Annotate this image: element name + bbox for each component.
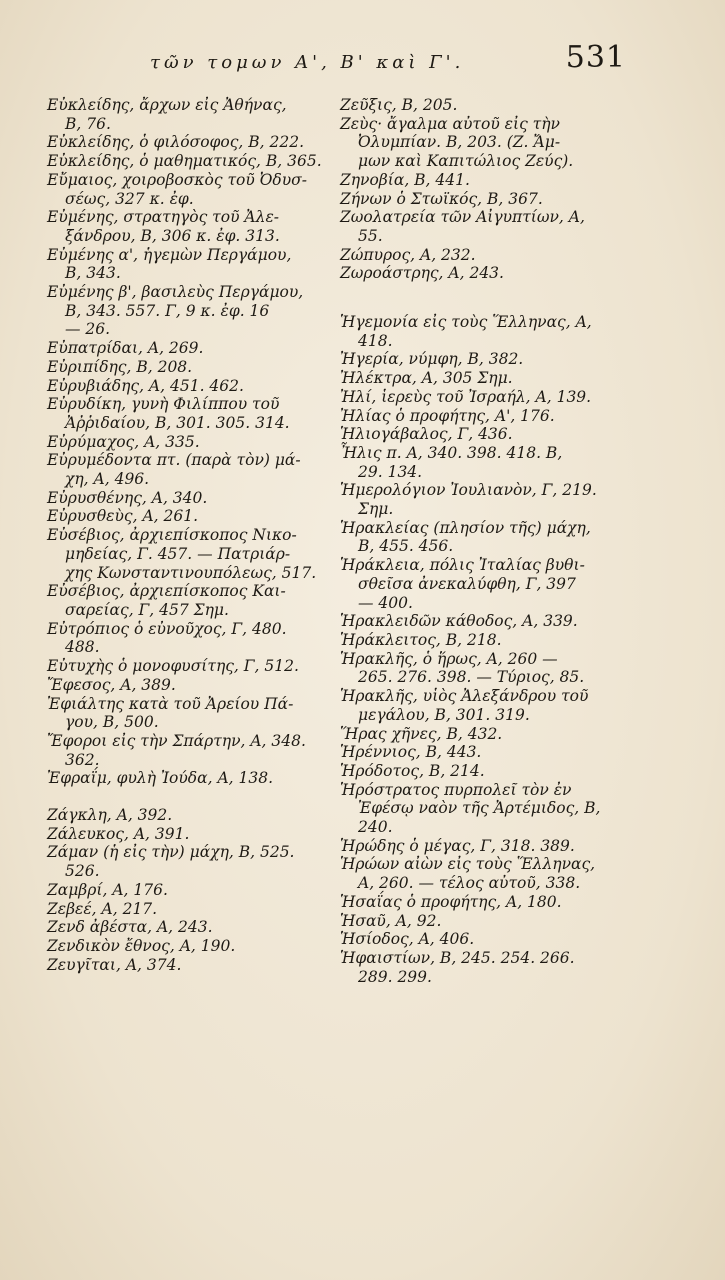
index-entry xyxy=(47,152,337,171)
index-entry-headword-line: Ζάλευκος, Α, 391. xyxy=(47,824,190,843)
index-entry xyxy=(340,762,630,781)
index-entry-continuation-line: γου, Β, 500. xyxy=(65,713,159,732)
section-gap xyxy=(340,283,630,313)
index-entry-headword-line: Ζωροάστρης, Α, 243. xyxy=(340,264,504,283)
index-entry-headword-line: Ἔφοροι εἰς τὴν Σπάρτην, Α, 348. xyxy=(47,731,306,750)
index-entry-headword-line: Ζεβεέ, Α, 217. xyxy=(47,899,158,918)
index-entry-headword-line: Εὐμένης α', ἡγεμὼν Περγάμου, xyxy=(47,245,292,264)
index-entry xyxy=(47,246,337,283)
index-entry xyxy=(47,395,337,432)
index-entry-headword-line: Ἡρόστρατος πυρπολεῖ τὸν ἐν xyxy=(340,780,572,799)
index-entry-headword-line: Ἐφραΐμ, φυλὴ Ἰούδα, Α, 138. xyxy=(47,769,274,788)
index-entry-headword-line: Εὐρύμαχος, Α, 335. xyxy=(47,432,200,451)
index-entry-headword-line: Ἠλί, ἱερεὺς τοῦ Ἰσραήλ, Α, 139. xyxy=(340,387,592,406)
index-entry-headword-line: Ἡράκλεια, πόλις Ἰταλίας βυθι- xyxy=(340,556,585,575)
index-entry-continuation-line: σέως, 327 κ. ἐφ. xyxy=(65,189,194,208)
index-entry xyxy=(340,519,630,556)
index-entry-headword-line: Εὐπατρίδαι, Α, 269. xyxy=(47,339,204,358)
index-entry xyxy=(47,339,337,358)
index-entry-headword-line: Ἠγερία, νύμφη, Β, 382. xyxy=(340,350,524,369)
index-entry xyxy=(340,96,630,115)
index-entry xyxy=(47,283,337,339)
index-entry-continuation-line: Ἀῤῥιδαίου, Β, 301. 305. 314. xyxy=(65,413,290,432)
index-entry xyxy=(47,732,337,769)
running-head: τῶν τομων Α', Β' καὶ Γ'. xyxy=(150,52,465,73)
index-entry-headword-line: Ζάμαν (ἡ εἰς τὴν) μάχη, Β, 525. xyxy=(47,843,295,862)
index-entry-headword-line: Ἡρακλῆς, ὁ ἥρως, Α, 260 — xyxy=(340,649,558,668)
index-entry xyxy=(47,676,337,695)
index-entry xyxy=(340,949,630,986)
page-header xyxy=(150,40,630,80)
index-entry xyxy=(340,407,630,426)
index-entry-headword-line: Εὐκλείδης, ὁ μαθηματικός, Β, 365. xyxy=(47,152,322,171)
index-entry xyxy=(340,425,630,444)
index-entry-continuation-line: Α, 260. — τέλος αὐτοῦ, 338. xyxy=(358,874,581,893)
index-entry-continuation-line: — 400. xyxy=(358,593,413,612)
index-entry-continuation-line: 418. xyxy=(358,331,393,350)
index-entry xyxy=(47,96,337,133)
index-entry xyxy=(47,489,337,508)
index-entry-continuation-line: 265. 276. 398. — Τύριος, 85. xyxy=(358,668,585,687)
index-entry-headword-line: Ἡρώδης ὁ μέγας, Γ, 318. 389. xyxy=(340,836,575,855)
index-entry-headword-line: Εὐτρόπιος ὁ εὐνοῦχος, Γ, 480. xyxy=(47,619,287,638)
index-entry xyxy=(340,781,630,837)
index-entry-headword-line: Εὐτυχὴς ὁ μονοφυσίτης, Γ, 512. xyxy=(47,657,299,676)
index-entry xyxy=(340,313,630,350)
index-entry-headword-line: Εὐρυδίκη, γυνὴ Φιλίππου τοῦ xyxy=(47,395,280,414)
index-entry-headword-line: Ἥρας χῆνες, Β, 432. xyxy=(340,724,503,743)
index-entry-headword-line: Ζάγκλη, Α, 392. xyxy=(47,806,173,825)
index-entry-headword-line: Ἡράκλειτος, Β, 218. xyxy=(340,630,502,649)
index-entry-headword-line: Ζώπυρος, Α, 232. xyxy=(340,245,476,264)
index-entry xyxy=(340,855,630,892)
index-entry-continuation-line: 55. xyxy=(358,226,383,245)
index-entry xyxy=(340,246,630,265)
index-entry-headword-line: Ἡμερολόγιον Ἰουλιανὸν, Γ, 219. xyxy=(340,481,597,500)
index-entry-headword-line: Ἡρακλειδῶν κάθοδος, Α, 339. xyxy=(340,612,578,631)
index-entry xyxy=(47,825,337,844)
index-entry xyxy=(340,893,630,912)
index-entry-headword-line: Ἐφιάλτης κατὰ τοῦ Ἀρείου Πά- xyxy=(47,694,294,713)
index-entry-headword-line: Ζενδικὸν ἔθνος, Α, 190. xyxy=(47,936,236,955)
index-entry-headword-line: Ἔφεσος, Α, 389. xyxy=(47,675,176,694)
index-entry xyxy=(340,388,630,407)
index-column-left xyxy=(47,96,337,974)
index-entry-headword-line: Ἡσαῦ, Α, 92. xyxy=(340,911,442,930)
index-entry xyxy=(340,171,630,190)
index-entry xyxy=(47,433,337,452)
index-entry xyxy=(47,769,337,788)
index-entry xyxy=(340,912,630,931)
index-entry-headword-line: Εὐσέβιος, ἀρχιεπίσκοπος Και- xyxy=(47,582,286,601)
index-entry xyxy=(340,725,630,744)
index-entry xyxy=(47,507,337,526)
index-entry xyxy=(340,612,630,631)
index-entry-continuation-line: 29. 134. xyxy=(358,462,423,481)
index-entry xyxy=(47,208,337,245)
index-entry xyxy=(47,843,337,880)
index-entry xyxy=(340,650,630,687)
index-entry-headword-line: Ἡρακλῆς, υἱὸς Ἀλεξάνδρου τοῦ xyxy=(340,687,589,706)
index-entry-continuation-line: σαρείας, Γ, 457 Σημ. xyxy=(65,600,229,619)
index-entry-headword-line: Εὐρυσθένης, Α, 340. xyxy=(47,488,208,507)
index-entry xyxy=(340,930,630,949)
index-entry-continuation-line: χης Κωνσταντινουπόλεως, 517. xyxy=(65,563,317,582)
index-entry-headword-line: Ζεῦξις, Β, 205. xyxy=(340,96,458,114)
index-entry xyxy=(340,264,630,283)
index-entry-headword-line: Εὔμαιος, χοιροβοσκὸς τοῦ Ὀδυσ- xyxy=(47,170,307,189)
index-entry-headword-line: Ἡγεμονία εἰς τοὺς Ἕλληνας, Α, xyxy=(340,313,592,332)
index-entry xyxy=(47,657,337,676)
index-entry-headword-line: Ζήνων ὁ Στωϊκός, Β, 367. xyxy=(340,189,543,208)
index-entry-continuation-line: Ὀλυμπίαν. Β, 203. (Ζ. Ἄμ- xyxy=(358,133,561,152)
index-entry-continuation-line: Β, 343. xyxy=(65,264,121,283)
index-entry-headword-line: Ἡφαιστίων, Β, 245. 254. 266. xyxy=(340,948,575,967)
index-entry xyxy=(47,806,337,825)
index-entry xyxy=(47,171,337,208)
index-entry-continuation-line: 289. 299. xyxy=(358,967,432,986)
index-entry-continuation-line: 362. xyxy=(65,750,100,769)
index-entry xyxy=(340,743,630,762)
index-entry-continuation-line: Β, 76. xyxy=(65,114,111,133)
index-entry xyxy=(47,918,337,937)
index-entry-continuation-line: χη, Α, 496. xyxy=(65,470,150,489)
index-entry-continuation-line: μεγάλου, Β, 301. 319. xyxy=(358,705,530,724)
index-entry xyxy=(47,956,337,975)
index-entry-continuation-line: Ἐφέσῳ ναὸν τῆς Ἀρτέμιδος, Β, xyxy=(358,799,601,818)
index-column-right xyxy=(340,96,630,986)
index-entry xyxy=(47,451,337,488)
index-entry xyxy=(47,900,337,919)
index-entry xyxy=(340,190,630,209)
index-entry xyxy=(47,582,337,619)
index-entry xyxy=(340,350,630,369)
index-entry-headword-line: Εὐκλείδης, ἄρχων εἰς Ἀθήνας, xyxy=(47,96,287,114)
index-entry-headword-line: Ἡλιογάβαλος, Γ, 436. xyxy=(340,425,513,444)
index-entry xyxy=(47,358,337,377)
index-entry-headword-line: Ζενδ ἀβέστα, Α, 243. xyxy=(47,918,213,937)
index-entry-headword-line: Ζαμβρί, Α, 176. xyxy=(47,880,168,899)
index-entry-headword-line: Ζηνοβία, Β, 441. xyxy=(340,170,470,189)
index-entry-headword-line: Εὐρυσθεὺς, Α, 261. xyxy=(47,507,199,526)
section-gap xyxy=(47,788,337,806)
index-entry xyxy=(340,444,630,481)
index-entry-headword-line: Ζεὺς· ἄγαλμα αὐτοῦ εἰς τὴν xyxy=(340,114,560,133)
index-entry-headword-line: Ἡσαΐας ὁ προφήτης, Α, 180. xyxy=(340,892,562,911)
index-entry xyxy=(340,481,630,518)
index-entry xyxy=(47,937,337,956)
index-entry xyxy=(340,556,630,612)
index-entry-continuation-line: μηδείας, Γ. 457. — Πατριάρ- xyxy=(65,544,291,563)
page-number: 531 xyxy=(565,40,626,75)
index-entry xyxy=(47,377,337,396)
index-entry xyxy=(340,369,630,388)
index-entry-continuation-line: Β, 455. 456. xyxy=(358,537,454,556)
index-entry-headword-line: Ἡρέννιος, Β, 443. xyxy=(340,743,482,762)
index-entry-headword-line: Εὐρυμέδοντα πτ. (παρὰ τὸν) μά- xyxy=(47,451,301,470)
index-entry xyxy=(47,695,337,732)
index-entry-headword-line: Εὐριπίδης, Β, 208. xyxy=(47,357,193,376)
index-entry-headword-line: Εὐρυβιάδης, Α, 451. 462. xyxy=(47,376,244,395)
index-entry-headword-line: Εὐμένης, στρατηγὸς τοῦ Ἀλε- xyxy=(47,208,280,227)
index-entry-headword-line: Ἡσίοδος, Α, 406. xyxy=(340,930,475,949)
index-entry-continuation-line: — 26. xyxy=(65,320,111,339)
index-entry xyxy=(340,115,630,171)
index-entry-headword-line: Ἠλίας ὁ προφήτης, Α', 176. xyxy=(340,406,555,425)
index-entry xyxy=(47,526,337,582)
index-entry-headword-line: Ἡρώων αἰὼν εἰς τοὺς Ἕλληνας, xyxy=(340,855,596,874)
index-entry-continuation-line: 240. xyxy=(358,818,393,837)
index-entry xyxy=(47,620,337,657)
index-entry-continuation-line: 488. xyxy=(65,638,100,657)
index-entry-headword-line: Εὐσέβιος, ἀρχιεπίσκοπος Νικο- xyxy=(47,526,297,545)
index-entry xyxy=(340,687,630,724)
index-entry-headword-line: Εὐκλείδης, ὁ φιλόσοφος, Β, 222. xyxy=(47,133,305,152)
index-entry xyxy=(340,837,630,856)
index-entry-continuation-line: σθεῖσα ἀνεκαλύφθη, Γ, 397 xyxy=(358,574,576,593)
index-entry-continuation-line: Β, 343. 557. Γ, 9 κ. ἐφ. 16 xyxy=(65,301,270,320)
index-entry-headword-line: Ἡρακλείας (πλησίον τῆς) μάχη, xyxy=(340,518,591,537)
index-entry-continuation-line: Σημ. xyxy=(358,500,394,519)
index-entry-continuation-line: ξάνδρου, Β, 306 κ. ἐφ. 313. xyxy=(65,226,280,245)
index-entry xyxy=(340,631,630,650)
index-entry-headword-line: Ἡρόδοτος, Β, 214. xyxy=(340,761,485,780)
index-entry xyxy=(340,208,630,245)
index-entry-headword-line: Εὐμένης β', βασιλεὺς Περγάμου, xyxy=(47,283,304,302)
index-entry-headword-line: Ζευγῖται, Α, 374. xyxy=(47,955,182,974)
index-entry xyxy=(47,133,337,152)
index-entry-continuation-line: μων καὶ Καπιτώλιος Ζεύς). xyxy=(358,152,574,171)
index-entry-headword-line: Ζωολατρεία τῶν Αἰγυπτίων, Α, xyxy=(340,208,585,227)
index-entry xyxy=(47,881,337,900)
index-entry-continuation-line: 526. xyxy=(65,862,100,881)
index-entry-headword-line: Ἦλις π. Α, 340. 398. 418. Β, xyxy=(340,443,563,462)
index-entry-headword-line: Ἠλέκτρα, Α, 305 Σημ. xyxy=(340,369,513,388)
